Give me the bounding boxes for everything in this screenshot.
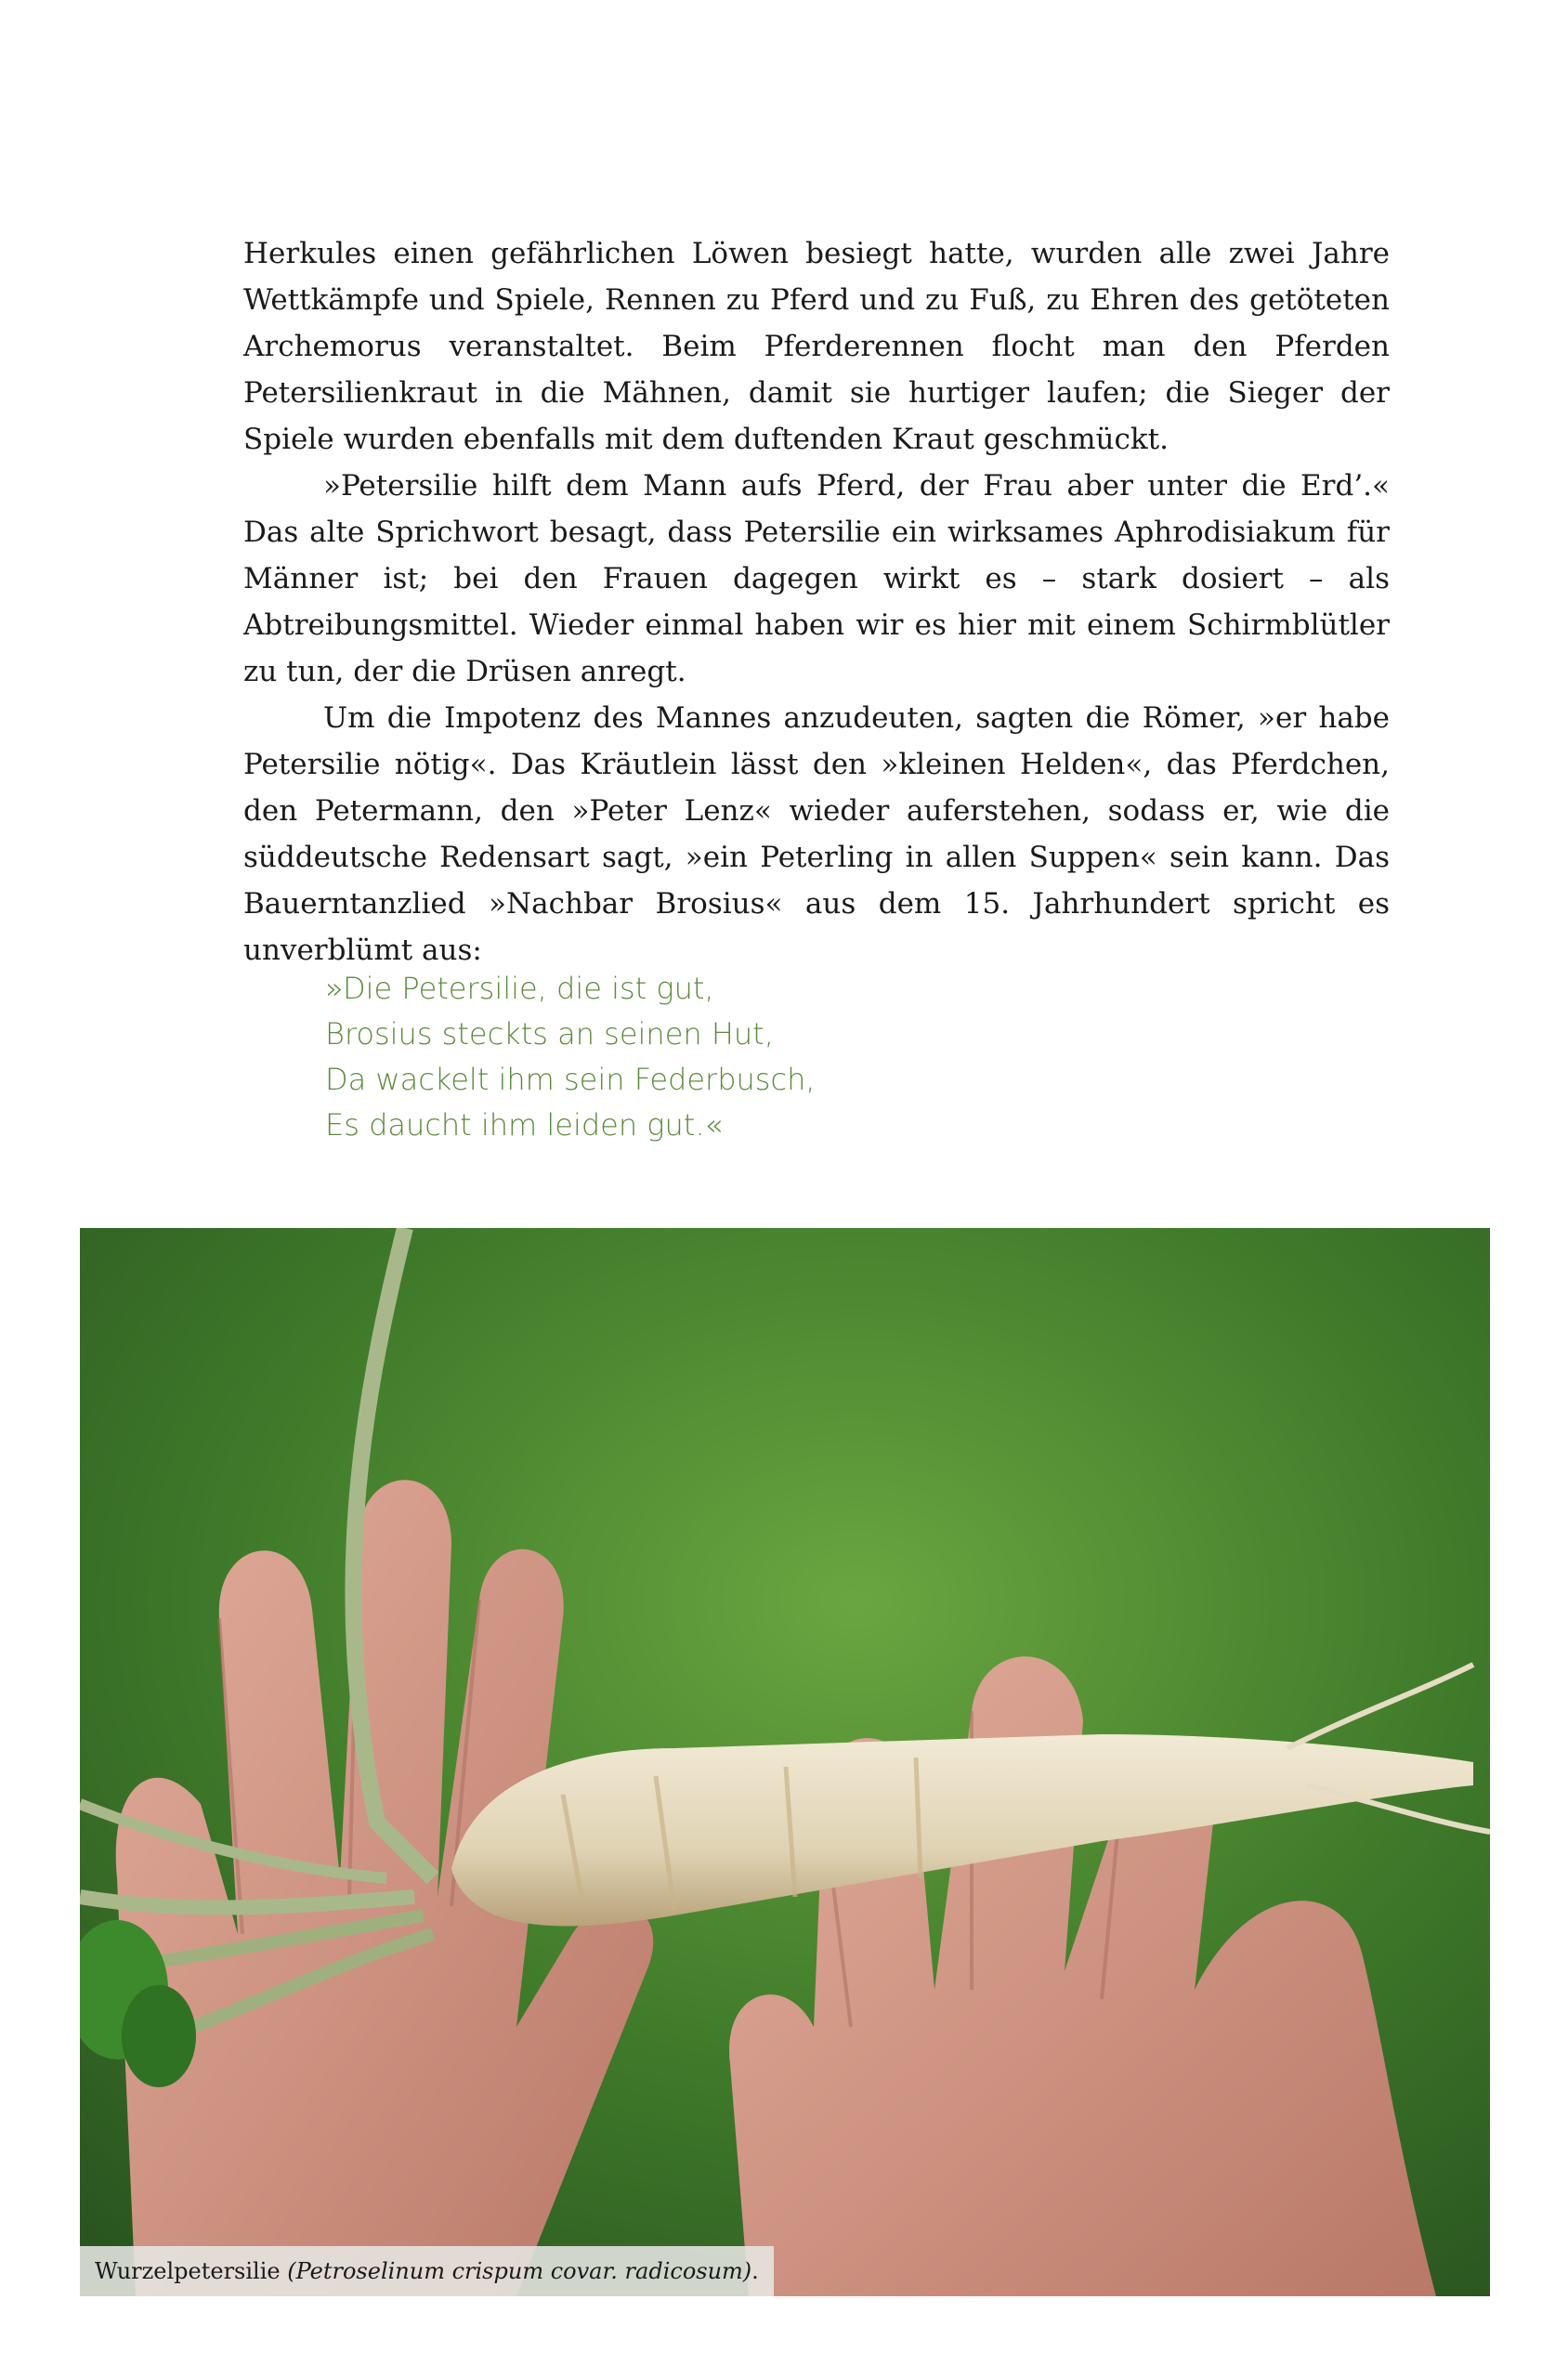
caption-common-name: Wurzelpetersilie [95,2258,288,2284]
verse-line: Brosius steckts an seinen Hut, [325,1016,774,1052]
verse-line: Da wackelt ihm sein Federbusch, [325,1062,816,1097]
paragraph-3: Um die Impotenz des Mannes anzudeuten, sagten die Römer, »er habe Petersilie nötig«. Das Kräutlein lässt den »kleinen Helden«, das Pferdchen, den Petermann, den »Peter Lenz« wieder auferstehen, sodass er, wie die süddeutsche Redensart sagt, »ein Peterling in allen Suppen« sein kann. Das Bauerntanzlied »Nachbar Brosius« aus dem 15. Jahrhundert spricht es unverblümt aus: [243,701,1390,967]
photo-caption [80,2246,774,2296]
paragraph-1: Herkules einen gefährlichen Löwen besiegt hatte, wurden alle zwei Jahre Wettkämpfe und Spiele, Rennen zu Pferd und zu Fuß, zu Ehren des getöteten Archemorus veranstaltet. Beim Pferderennen flocht man den Pferden Petersilienkraut in die Mähnen, damit sie hurtiger laufen; die Sieger der Spiele wurden ebenfalls mit dem duftenden Kraut geschmückt. [243,237,1390,456]
verse-quote [325,966,816,1148]
caption-period: . [751,2258,759,2284]
caption-latin-name: (Petroselinum crispum covar. radicosum) [287,2258,752,2284]
parsley-root-photo [80,1228,1490,2296]
paragraph-2: »Petersilie hilft dem Mann aufs Pferd, der Frau aber unter die Erd’.« Das alte Sprichwort besagt, dass Petersilie ein wirksames Aphrodisiakum für Männer ist; bei den Frauen dagegen wirkt es – stark dosiert – als Abtreibungsmittel. Wieder einmal haben wir es hier mit einem Schirmblütler zu tun, der die Drüsen anregt. [243,469,1390,688]
verse-line: »Die Petersilie, die ist gut, [325,971,714,1006]
body-text [243,230,1390,973]
verse-line: Es daucht ihm leiden gut.« [325,1107,724,1143]
photo-illustration [80,1228,1490,2296]
